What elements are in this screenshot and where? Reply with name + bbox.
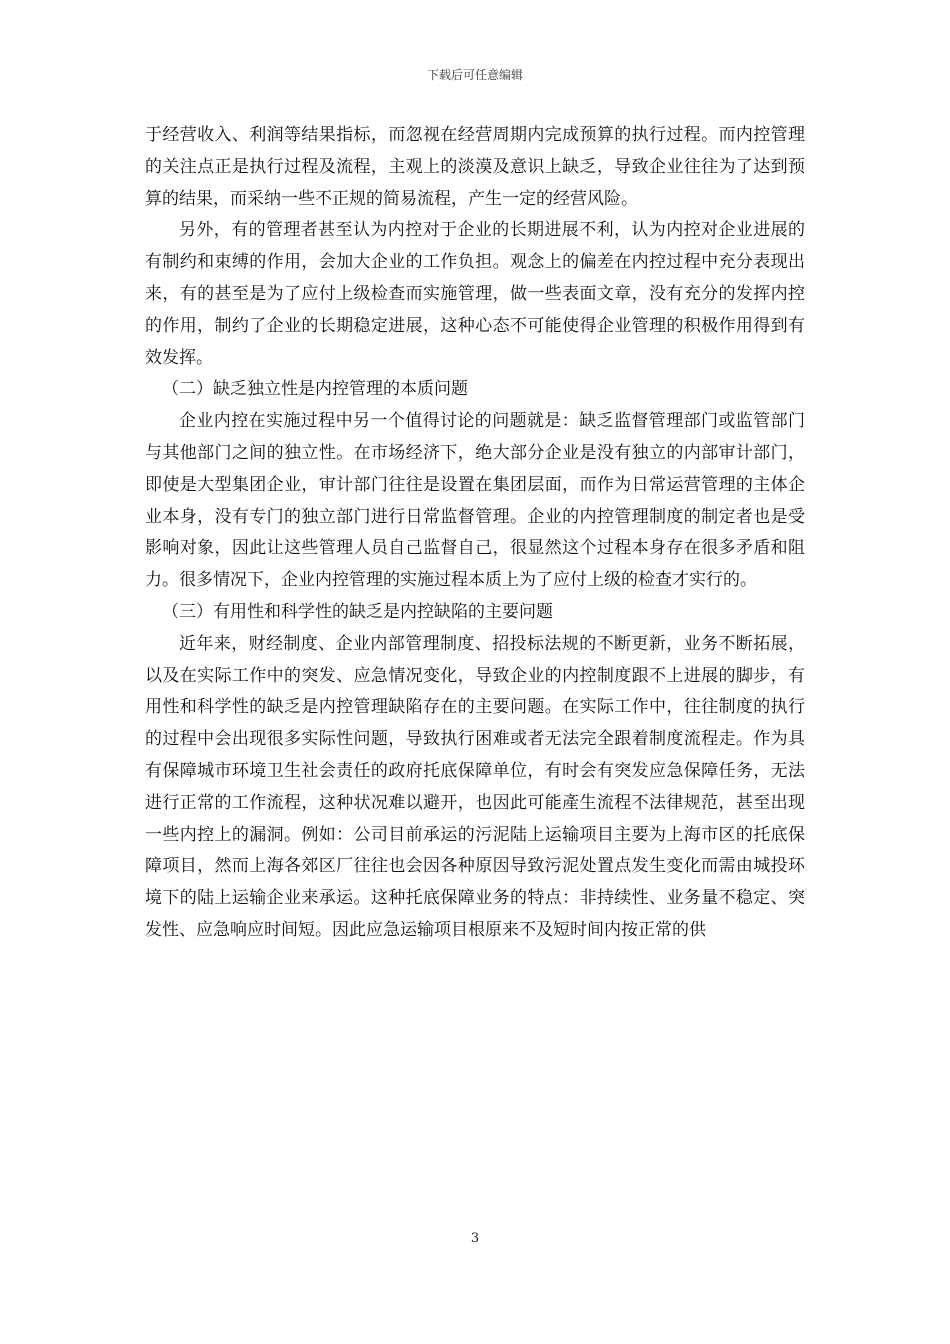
page-header: 下载后可任意编辑 [426, 68, 523, 82]
paragraph-continuation: 于经营收入、利润等结果指标，而忽视在经营周期内完成预算的执行过程。而内控管理的关注点正是执行过程及流程，主观上的淡漠及意识上缺乏，导致企业往往为了达到预算的结果，而采纳一些不正规的简易流程，产生一定的经营风险。 [145, 125, 805, 209]
paragraph: 企业内控在实施过程中另一个值得讨论的问题就是：缺乏监督管理部门或监管部门与其他部门之间的独立性。在市场经济下，绝大部分企业是没有独立的内部审计部门，即使是大型集团企业，审计部门往往是设置在集团层面，而作为日常运营管理的主体企业本身，没有专门的独立部门进行日常监督管理。企业的内控管理制度的制定者也是受影响对象，因此让这些管理人员自己监督自己，很显然这个过程本身存在很多矛盾和阻力。很多情况下，企业内控管理的实施过程本质上为了应付上级的检查才实行的。 [145, 411, 805, 591]
document-body [145, 120, 805, 947]
paragraph: 近年来，财经制度、企业内部管理制度、招投标法规的不断更新，业务不断拓展，以及在实际工作中的突发、应急情况变化，导致企业的内控制度跟不上进展的脚步，有用性和科学性的缺乏是内控管理缺陷存在的主要问题。在实际工作中，往往制度的执行的过程中会出现很多实际性问题，导致执行困难或者无法完全跟着制度流程走。作为具有保障城市环境卫生社会责任的政府托底保障单位，有时会有突发应急保障任务，无法进行正常的工作流程，这种状况难以避开，也因此可能產生流程不法律规范，甚至出现一些内控上的漏洞。例如：公司目前承运的污泥陆上运输项目主要为上海市区的托底保障项目，然而上海各郊区厂往往也会因各种原因导致污泥处置点发生变化而需由城投环境下的陆上运输企业来承运。这种托底保障业务的特点：非持续性、业务量不稳定、突发性、应急响应时间短。因此应急运输项目根原来不及短时间内按正常的供 [145, 633, 805, 940]
section-heading: （三）有用性和科学性的缺乏是内控缺陷的主要问题 [162, 601, 553, 622]
section-heading: （二）缺乏独立性是内控管理的本质问题 [162, 379, 468, 400]
paragraph: 另外，有的管理者甚至认为内控对于企业的长期进展不利，认为内控对企业进展的有制约和束缚的作用，会加大企业的工作负担。观念上的偏差在内控过程中充分表现出来，有的甚至是为了应付上级检查而实施管理，做一些表面文章，没有充分的发挥内控的作用，制约了企业的长期稳定进展，这种心态不可能使得企业管理的积极作用得到有效发挥。 [145, 220, 805, 368]
page-number: 3 [470, 1231, 480, 1246]
